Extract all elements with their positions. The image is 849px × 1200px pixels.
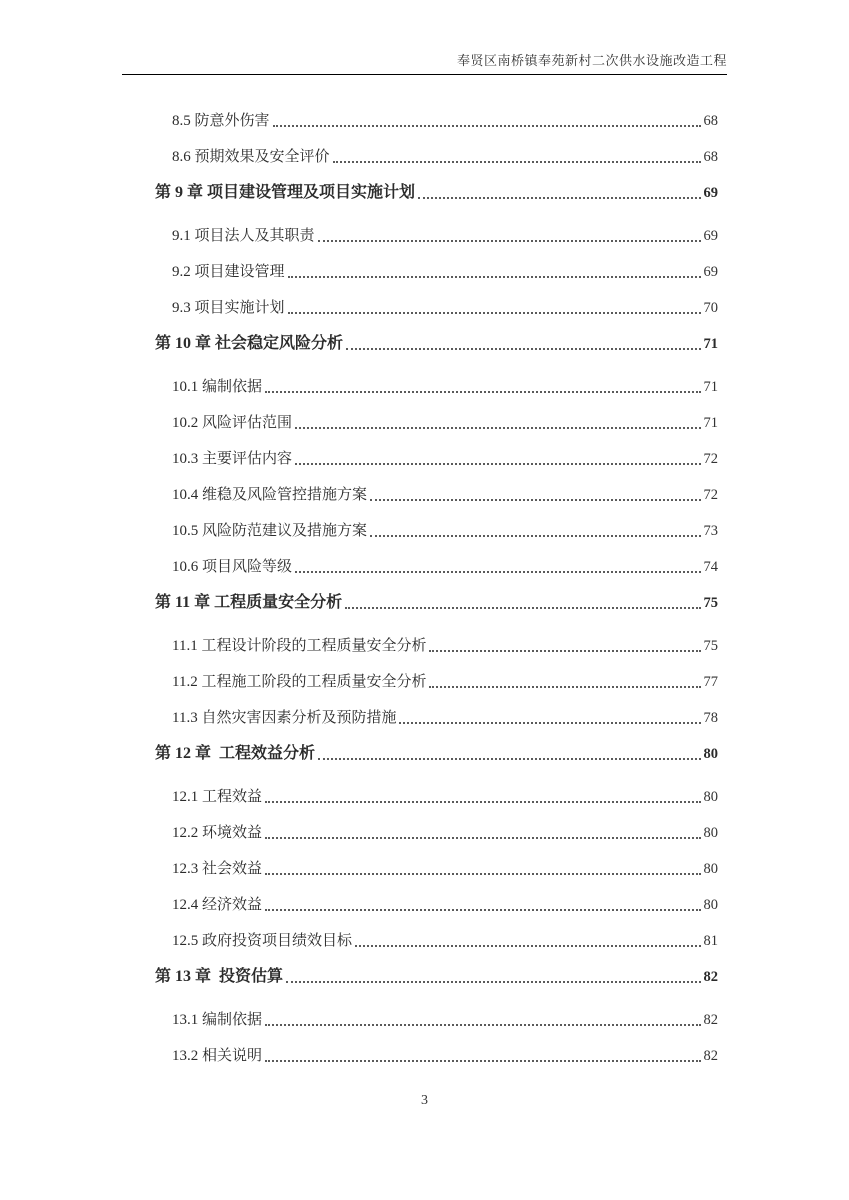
toc-chapter-entry	[155, 964, 718, 988]
toc-entry-label: 12.5 政府投资项目绩效目标	[172, 933, 353, 949]
dot-leader	[370, 535, 700, 537]
toc-entry-page: 80	[703, 897, 718, 913]
dot-leader	[265, 873, 700, 875]
toc-entry-label: 10.5 风险防范建议及措施方案	[172, 523, 368, 539]
toc-entry	[155, 705, 718, 729]
toc-entry	[155, 820, 718, 844]
table-of-contents	[155, 108, 718, 1079]
toc-chapter-entry	[155, 180, 718, 204]
toc-entry-label: 12.4 经济效益	[172, 897, 263, 913]
toc-entry-label: 10.3 主要评估内容	[172, 451, 293, 467]
toc-entry-label: 11.2 工程施工阶段的工程质量安全分析	[172, 674, 427, 690]
toc-entry-page: 80	[703, 746, 718, 762]
dot-leader	[355, 945, 700, 947]
toc-entry-label: 9.3 项目实施计划	[172, 300, 285, 316]
toc-entry	[155, 784, 718, 808]
toc-entry	[155, 1007, 718, 1031]
toc-entry-label: 9.2 项目建设管理	[172, 264, 285, 280]
toc-entry-page: 82	[703, 1012, 718, 1028]
toc-entry-label: 10.2 风险评估范围	[172, 415, 293, 431]
dot-leader	[295, 571, 700, 573]
toc-entry-label: 10.1 编制依据	[172, 379, 263, 395]
toc-entry-label: 9.1 项目法人及其职责	[172, 228, 315, 244]
toc-entry-label: 第 11 章 工程质量安全分析	[155, 594, 343, 611]
dot-leader	[429, 650, 700, 652]
toc-entry-page: 81	[703, 933, 718, 949]
toc-entry-page: 80	[703, 789, 718, 805]
toc-entry-page: 80	[703, 861, 718, 877]
toc-entry-page: 80	[703, 825, 718, 841]
toc-entry	[155, 482, 718, 506]
toc-entry-label: 12.3 社会效益	[172, 861, 263, 877]
dot-leader	[418, 197, 700, 199]
toc-entry-page: 71	[703, 379, 718, 395]
toc-entry-label: 第 10 章 社会稳定风险分析	[155, 335, 344, 352]
toc-entry-label: 12.2 环境效益	[172, 825, 263, 841]
dot-leader	[295, 427, 700, 429]
toc-chapter-entry	[155, 741, 718, 765]
page-number: 3	[421, 1093, 428, 1108]
toc-entry	[155, 259, 718, 283]
toc-entry	[155, 633, 718, 657]
toc-entry-page: 69	[703, 264, 718, 280]
running-header	[122, 50, 727, 75]
dot-leader	[318, 240, 701, 242]
dot-leader	[265, 1060, 700, 1062]
page-footer	[0, 1093, 849, 1109]
toc-entry	[155, 1043, 718, 1067]
dot-leader	[345, 607, 700, 609]
toc-chapter-entry	[155, 590, 718, 614]
toc-entry-page: 82	[703, 969, 718, 985]
toc-entry	[155, 410, 718, 434]
toc-entry-page: 72	[703, 487, 718, 503]
toc-entry-page: 70	[703, 300, 718, 316]
toc-entry-page: 77	[703, 674, 718, 690]
toc-entry	[155, 295, 718, 319]
toc-entry-page: 68	[703, 149, 718, 165]
toc-entry	[155, 554, 718, 578]
toc-entry-label: 13.2 相关说明	[172, 1048, 263, 1064]
toc-entry-label: 第 12 章 工程效益分析	[155, 745, 316, 762]
toc-entry	[155, 144, 718, 168]
dot-leader	[265, 909, 700, 911]
project-title: 奉贤区南桥镇奉苑新村二次供水设施改造工程	[456, 53, 727, 68]
toc-entry	[155, 856, 718, 880]
toc-entry	[155, 374, 718, 398]
dot-leader	[429, 686, 700, 688]
toc-entry-page: 82	[703, 1048, 718, 1064]
toc-entry	[155, 108, 718, 132]
dot-leader	[265, 801, 700, 803]
dot-leader	[333, 161, 701, 163]
dot-leader	[288, 312, 701, 314]
toc-entry	[155, 892, 718, 916]
toc-entry	[155, 223, 718, 247]
toc-entry-page: 69	[703, 228, 718, 244]
toc-entry	[155, 669, 718, 693]
toc-entry-page: 78	[703, 710, 718, 726]
toc-entry-label: 13.1 编制依据	[172, 1012, 263, 1028]
dot-leader	[295, 463, 700, 465]
toc-entry-page: 71	[703, 336, 718, 352]
toc-entry-page: 74	[703, 559, 718, 575]
dot-leader	[370, 499, 700, 501]
toc-entry-label: 第 9 章 项目建设管理及项目实施计划	[155, 184, 416, 201]
dot-leader	[288, 276, 701, 278]
dot-leader	[265, 837, 700, 839]
dot-leader	[399, 722, 700, 724]
toc-entry-label: 10.4 维稳及风险管控措施方案	[172, 487, 368, 503]
toc-entry-label: 8.5 防意外伤害	[172, 113, 270, 129]
dot-leader	[346, 348, 700, 350]
dot-leader	[318, 758, 700, 760]
toc-chapter-entry	[155, 331, 718, 355]
toc-entry-page: 68	[703, 113, 718, 129]
toc-entry	[155, 446, 718, 470]
toc-entry	[155, 928, 718, 952]
toc-entry-page: 71	[703, 415, 718, 431]
toc-entry-label: 12.1 工程效益	[172, 789, 263, 805]
toc-entry-page: 73	[703, 523, 718, 539]
toc-entry-label: 11.3 自然灾害因素分析及预防措施	[172, 710, 397, 726]
toc-entry-label: 8.6 预期效果及安全评价	[172, 149, 330, 165]
toc-entry	[155, 518, 718, 542]
dot-leader	[265, 391, 700, 393]
toc-entry-page: 75	[703, 595, 718, 611]
dot-leader	[286, 981, 700, 983]
dot-leader	[265, 1024, 700, 1026]
toc-entry-page: 72	[703, 451, 718, 467]
toc-entry-page: 75	[703, 638, 718, 654]
toc-entry-page: 69	[703, 185, 718, 201]
toc-entry-label: 10.6 项目风险等级	[172, 559, 293, 575]
toc-entry-label: 11.1 工程设计阶段的工程质量安全分析	[172, 638, 427, 654]
toc-entry-label: 第 13 章 投资估算	[155, 968, 284, 985]
dot-leader	[273, 125, 701, 127]
